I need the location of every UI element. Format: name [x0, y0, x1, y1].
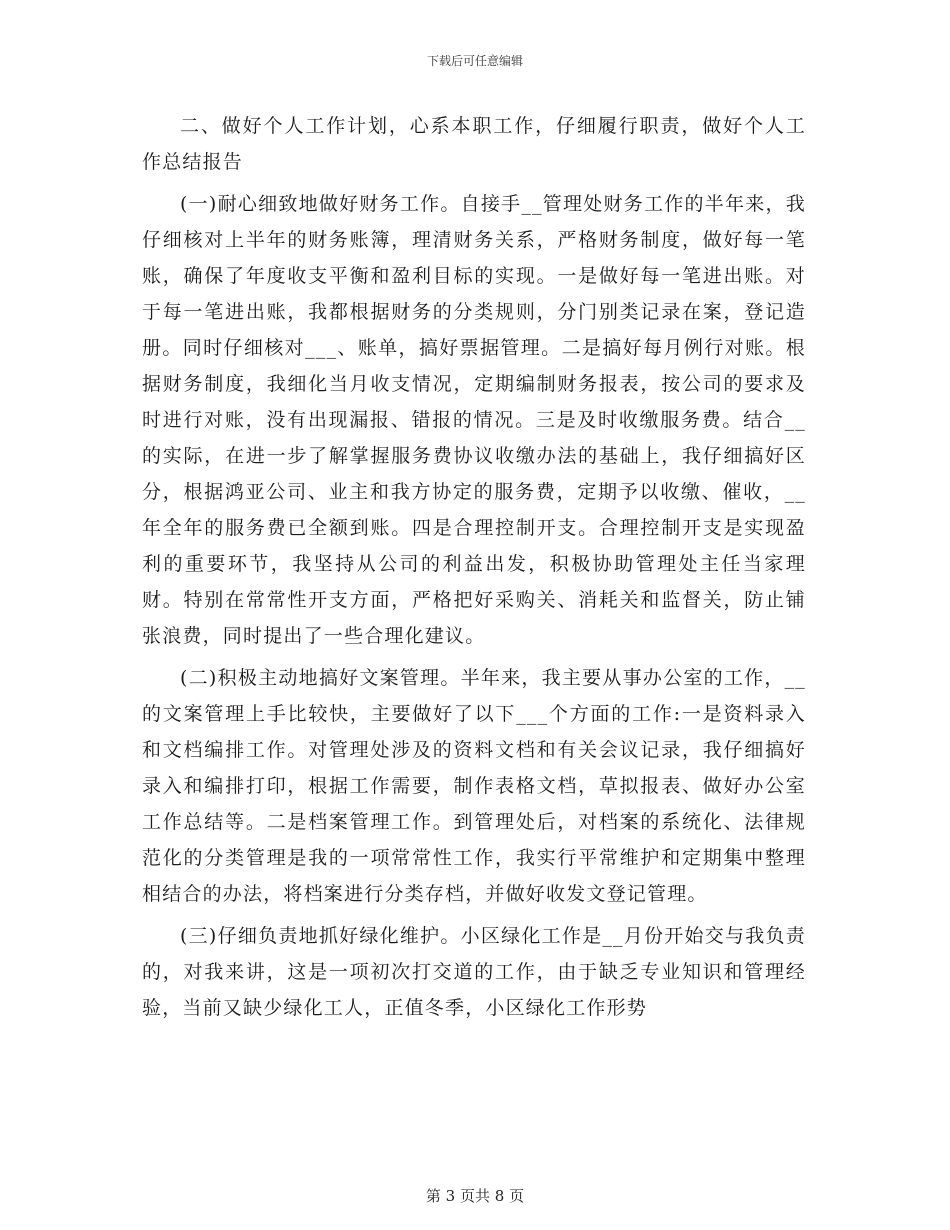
finance-work-paragraph: (一)耐心细致地做好财务工作。自接手__管理处财务工作的半年来，我仔细核对上半年的财务账簿，理清财务关系，严格财务制度，做好每一笔账，确保了年度收支平衡和盈利目标的实现。一是做好每一笔进出账。对于每一笔进出账，我都根据财务的分类规则，分门别类记录在案，登记造册。同时仔细核对___、账单，搞好票据管理。二是搞好每月例行对账。根据财务制度，我细化当月收支情况，定期编制财务报表，按公司的要求及时进行对账，没有出现漏报、错报的情况。三是及时收缴服务费。结合__的实际，在进一步了解掌握服务费协议收缴办法的基础上，我仔细搞好区分，根据鸿亚公司、业主和我方协定的服务费，定期予以收缴、催收，__年全年的服务费已全额到账。四是合理控制开支。合理控制开支是实现盈利的重要环节，我坚持从公司的利益出发，积极协助管理处主任当家理财。特别在常常性开支方面，严格把好采购关、消耗关和监督关，防止铺张浪费，同时提出了一些合理化建议。 [142, 193, 806, 647]
document-management-paragraph: (二)积极主动地搞好文案管理。半年来，我主要从事办公室的工作，__的文案管理上手比较快，主要做好了以下___个方面的工作:一是资料录入和文档编排工作。对管理处涉及的资料文档和有关会议记录，我仔细搞好录入和编排打印，根据工作需要，制作表格文档，草拟报表、做好办公室工作总结等。二是档案管理工作。到管理处后，对档案的系统化、法律规范化的分类管理是我的一项常常性工作，我实行平常维护和定期集中整理相结合的办法，将档案进行分类存档，并做好收发文登记管理。 [142, 667, 806, 905]
section-heading-paragraph: 二、做好个人工作计划，心系本职工作，仔细履行职责，做好个人工作总结报告 [142, 115, 806, 173]
page-footer: 第 3 页共 8 页 [425, 1187, 525, 1205]
document-body [142, 108, 806, 1032]
page-header: 下载后可任意编辑 [426, 54, 523, 68]
greening-maintenance-paragraph: (三)仔细负责地抓好绿化维护。小区绿化工作是__月份开始交与我负责的，对我来讲，这是一项初次打交道的工作，由于缺乏专业知识和管理经验，当前又缺少绿化工人，正值冬季，小区绿化工作形势 [142, 925, 806, 1019]
